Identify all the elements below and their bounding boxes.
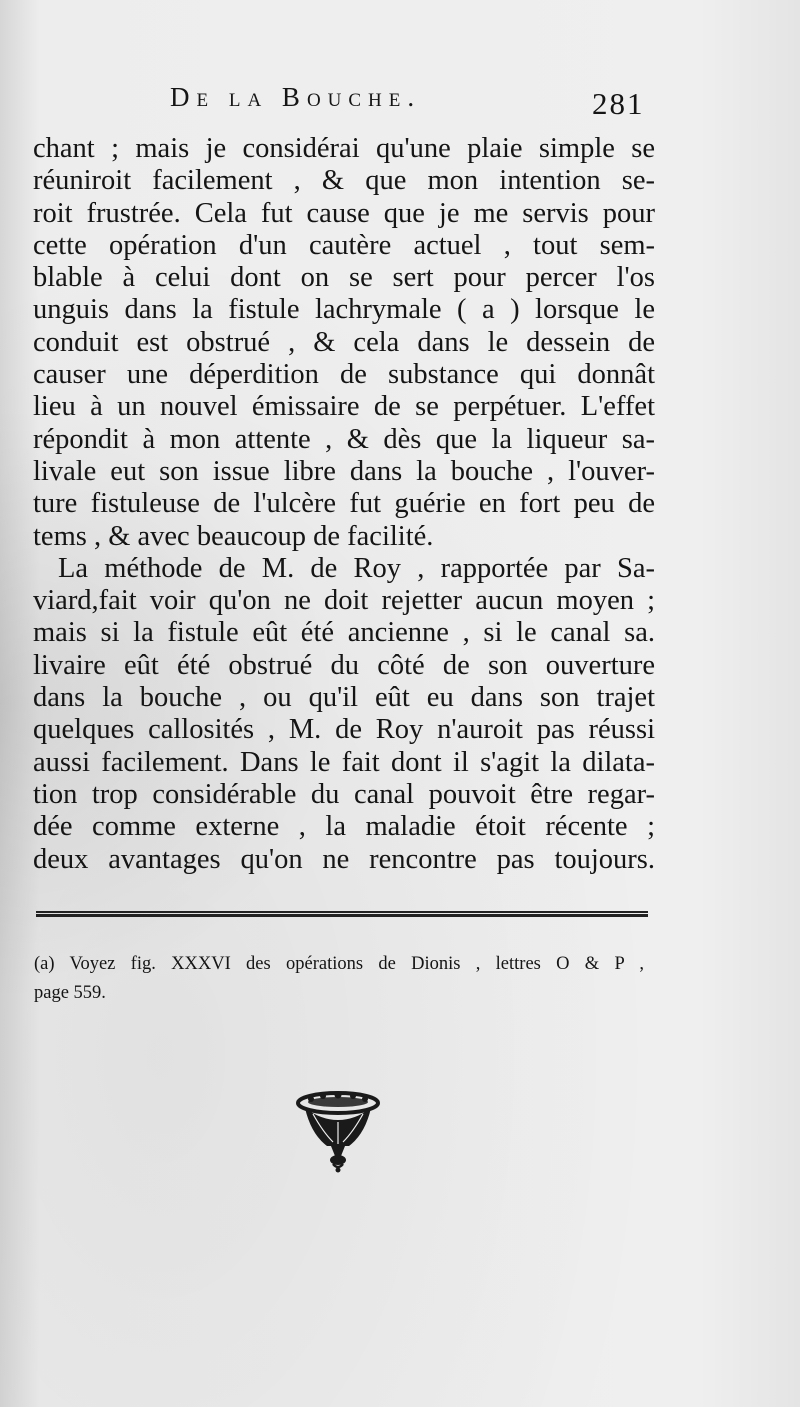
text-line: mais si la fistule eût été ancienne , si le canal sa. [33, 617, 655, 649]
text-line: livaire eût été obstrué du côté de son ouverture [33, 649, 655, 681]
text-line: dée comme externe , la maladie étoit récente ; [33, 811, 655, 843]
footnote-line: page 559. [34, 983, 106, 1003]
text-line: roit frustrée. Cela fut cause que je me servis pour [33, 197, 655, 229]
text-line: lieu à un nouvel émissaire de se perpétuer. L'effet [33, 391, 655, 423]
basket-of-flowers-icon [293, 1086, 383, 1176]
text-line: viard,fait voir qu'on ne doit rejetter aucun moyen ; [33, 585, 655, 617]
page-number: 281 [592, 86, 645, 121]
text-line: La méthode de M. de Roy , rapportée par Sa- [58, 552, 655, 584]
text-line: tems , & avec beaucoup de facilité. [33, 520, 434, 552]
text-line: répondit à mon attente , & dès que la liqueur sa- [33, 423, 655, 455]
text-line: conduit est obstrué , & cela dans le dessein de [33, 326, 655, 358]
footnote [34, 950, 644, 1008]
text-line: cette opération d'un cautère actuel , tout sem- [33, 229, 655, 261]
text-line: aussi facilement. Dans le fait dont il s'agit la dilata- [33, 746, 655, 778]
paragraph [33, 553, 655, 876]
text-line: ture fistuleuse de l'ulcère fut guérie en fort peu de [33, 488, 655, 520]
text-line: blable à celui dont on se sert pour percer l'os [33, 262, 655, 294]
text-line: deux avantages qu'on ne rencontre pas toujours. [33, 843, 655, 875]
text-line: unguis dans la fistule lachrymale ( a ) lorsque le [33, 294, 655, 326]
footnote-divider [36, 911, 648, 917]
footnote-line: (a) Voyez fig. XXXVI des opérations de Dionis , lettres O & P , [34, 954, 644, 974]
text-line: dans la bouche , ou qu'il eût eu dans son trajet [33, 682, 655, 714]
text-line: tion trop considérable du canal pouvoit être regar- [33, 778, 655, 810]
body-text [33, 133, 655, 876]
running-head: De la Bouche. [170, 82, 422, 112]
paragraph [33, 133, 655, 553]
text-line: livale eut son issue libre dans la bouche , l'ouver- [33, 455, 655, 487]
text-line: quelques callosités , M. de Roy n'auroit pas réussi [33, 714, 655, 746]
text-line: causer une déperdition de substance qui donnât [33, 359, 655, 391]
text-line: réuniroit facilement , & que mon intention se- [33, 165, 655, 197]
text-line: chant ; mais je considérai qu'une plaie simple se [33, 133, 655, 164]
